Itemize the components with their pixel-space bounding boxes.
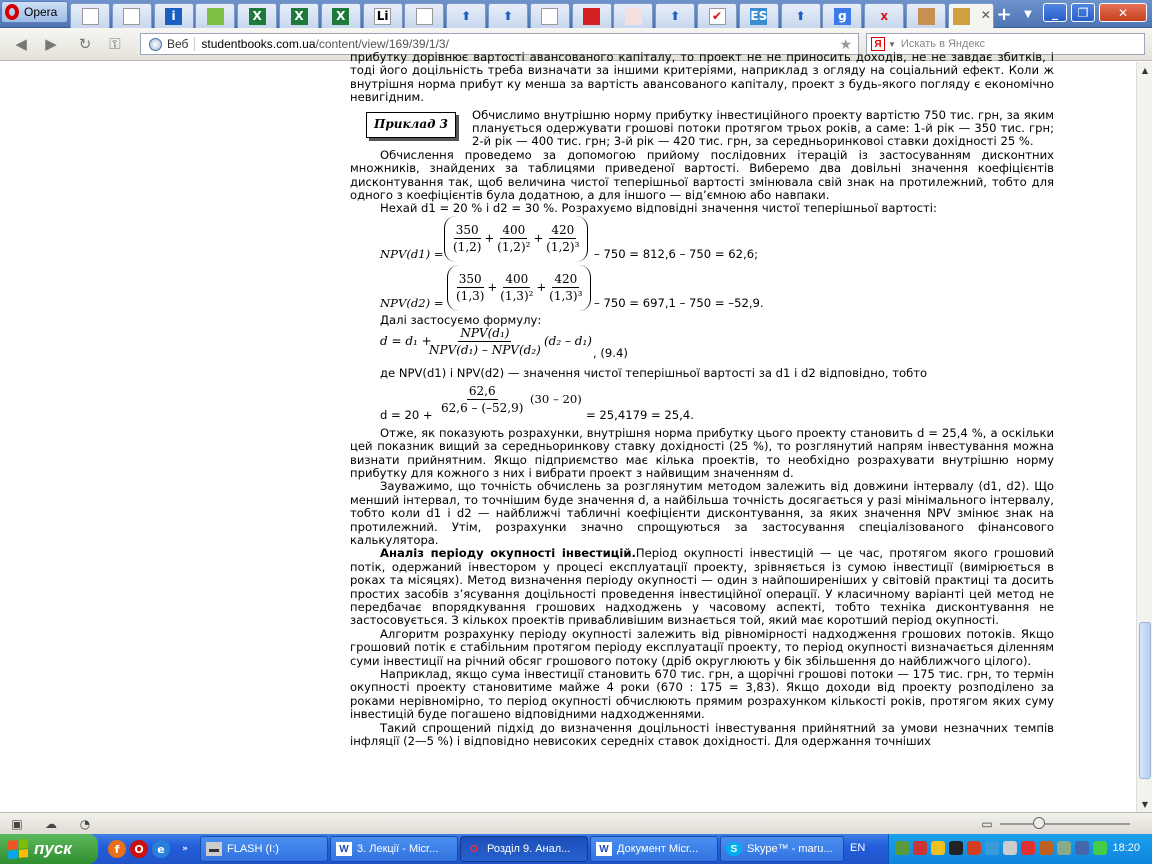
web-label: Веб [167, 37, 195, 51]
taskbar-item[interactable]: W Документ Micr... [590, 836, 718, 862]
vertical-scrollbar[interactable] [1136, 62, 1152, 812]
windows-logo-icon [8, 839, 28, 859]
browser-tab[interactable] [739, 3, 779, 28]
opera-icon[interactable]: O [130, 840, 148, 858]
tray-icon[interactable] [1039, 841, 1053, 855]
es-icon: ES [750, 9, 768, 23]
taskbar-item[interactable]: W 3. Лекції - Micr... [330, 836, 458, 862]
word-icon: W [596, 842, 612, 856]
browser-tab[interactable] [279, 3, 319, 28]
skype-icon: S [726, 842, 742, 856]
scroll-down-button[interactable]: ▼ [1141, 799, 1149, 809]
tray-icon[interactable] [1093, 841, 1107, 855]
browser-tab[interactable] [697, 3, 737, 28]
npv2-term-3: $\frac{420}{\text{(1,3)³}}$ [549, 272, 583, 304]
drive-icon: ▬ [206, 842, 222, 856]
browser-tab[interactable] [906, 3, 946, 28]
page-icon [123, 8, 140, 25]
browser-tab[interactable] [112, 3, 152, 28]
firefox-icon[interactable]: f [108, 840, 126, 858]
paragraph: Такий спрощений підхід до визначення доцільності інвестування прийнятний за умови незначних темпів інфляції (2—5 %) і відповідно невисоких середніх ставок дохідності. Для одержання точніших [350, 720, 1054, 749]
url-path: /content/view/169/39/1/3/ [315, 37, 449, 51]
paragraph: Обчислимо внутрішню норму прибутку інвестиційного проекту вартістю 750 тис. грн, за яким планується одержувати грошові потоки протягом трьох років, а саме: 1-й рік — 350 тис. грн; 2-й рік — 400 тис. грн; 3-й рік — 420 тис. грн, за середньоринковоі ставки дохідності 25 %. [472, 107, 1054, 149]
npv1-term-3: $\frac{420}{\text{(1,2)³}}$ [546, 223, 580, 255]
red-logo-icon [583, 8, 600, 25]
zoom-slider-knob[interactable] [1033, 817, 1045, 829]
browser-tab[interactable] [446, 3, 486, 28]
browser-tab[interactable] [822, 3, 862, 28]
scroll-up-button[interactable]: ▲ [1141, 65, 1149, 75]
cloud-icon[interactable]: ☁ [45, 817, 57, 831]
maximize-button[interactable]: ❐ [1071, 3, 1095, 22]
npv2-term-2: $\frac{400}{\text{(1,3)²}}$ [500, 272, 534, 304]
browser-tab[interactable] [655, 3, 695, 28]
tray-icon[interactable] [967, 841, 981, 855]
li-icon: Li [374, 8, 391, 25]
irr-equation-number: , (9.4) [593, 346, 628, 361]
opera-menu-button[interactable] [1, 1, 68, 23]
antivirus-icon[interactable] [913, 841, 927, 855]
calc-fraction: $\frac{62,6}{62,6 - (-52,9)}$ [441, 383, 524, 415]
red-check-icon: ✔ [709, 8, 726, 25]
browser-tab[interactable] [613, 3, 653, 28]
chevron-right-icon[interactable]: » [182, 844, 188, 854]
calc-result: = 25,4179 = 25,4. [586, 407, 694, 422]
npv1-lhs: NPV(d1) = [380, 246, 444, 261]
start-button[interactable] [0, 834, 98, 864]
arrow-up-icon: ⬆ [461, 9, 472, 23]
paragraph: Обчислення проведемо за допомогою прийому послідовних ітерацій із застосуванням дисконтних множників, знайдених за таблицями приведеної вартості. Виберемо два довільні значення коефіцієнтів дисконтування так, щоб величина чистої теперішньої вартості змінювала свій знак на протилежний, тобто для одного з коефіцієнтів була додатною, а для іншого — від’ємною або навпаки. [350, 147, 1054, 203]
calc-tail: (30 – 20) [530, 391, 582, 406]
paragraph: прибутку дорівнює вартості авансованого капіталу, то проект не не приносить доходів, не не завдає збитків, і тоді його доцільність треба визначати за іншими критеріями, наприклад з огляду на соціальний ефект. Коли ж внутрішня норма прибут ку менша за вартість авансованого капіталу, проект з будь-якого погляду є економічно невигідним. [350, 50, 1054, 105]
network-icon[interactable] [985, 841, 999, 855]
opera-icon: O [470, 843, 478, 855]
search-placeholder: Искать в Яндекс [900, 38, 985, 50]
tray-icon[interactable] [895, 841, 909, 855]
red-x-icon: x [880, 9, 889, 23]
tab-list-dropdown-button[interactable]: ▼ [1024, 8, 1032, 20]
tray-icon[interactable] [1021, 841, 1035, 855]
start-label: пуск [34, 839, 72, 858]
info-icon: i [165, 8, 182, 25]
window-close-button[interactable]: ✕ [1099, 3, 1147, 22]
system-tray [888, 834, 1152, 864]
books-icon [918, 8, 935, 25]
zoom-slider-track[interactable] [1000, 823, 1130, 825]
opera-logo-icon [5, 4, 19, 20]
paragraph: де NPV(d1) і NPV(d2) — значення чистої теперішньої вартості за d1 і d2 відповідно, тобто [380, 366, 928, 381]
npv2-rhs: – 750 = 697,1 – 750 = –52,9. [594, 295, 764, 310]
tray-icon[interactable] [1003, 841, 1017, 855]
forward-button[interactable]: ▶ [45, 35, 57, 53]
irr-lhs: d = d₁ + [380, 334, 432, 349]
taskbar-item[interactable]: ▬ FLASH (I:) [200, 836, 328, 862]
npv1-rhs: – 750 = 812,6 – 750 = 62,6; [594, 246, 758, 261]
example-block [350, 109, 1054, 149]
taskbar [0, 834, 1152, 864]
paragraph: Зауважимо, що точність обчислень за розглянутим методом залежить від довжини інтервалу (d1, d2). Що менший інтервал, то точнішим буде значення d, а найбільша точність досягається у разі мінімального інтервалу, тобто коли d1 і d2 — найближчі табличні коефіцієнти дисконтування, за яких значення NPV змінює знак на протилежний. Утім, розрахунки значно спрощуються за застосування спеціалізованого фінансового калькулятора. [350, 479, 1054, 547]
yandex-icon[interactable]: Я [871, 37, 885, 51]
chart-icon [625, 8, 642, 25]
language-indicator[interactable]: EN [850, 842, 866, 854]
browser-tab[interactable] [195, 3, 235, 28]
panel-toggle-icon[interactable]: ▣ [11, 817, 23, 831]
irr-formula [380, 327, 1054, 367]
tab-bar [0, 0, 1152, 28]
arrow-up-icon: ⬆ [795, 9, 806, 23]
paragraph: Наприклад, якщо сума інвестиції становить 670 тис. грн, а щорічні грошові потоки — 175 тис. грн, то термін окупності проекту становитиме майже 4 роки (670 : 175 = 3,83). Якщо доходи від проекту розподілено за роками нерівномірно, то період окупності обчислюють прямим розрахунком кількості років, протягом яких суму інвестицій буде погашено відповідними надходженнями. [350, 667, 1054, 722]
npv1-term-2: $\frac{400}{\text{(1,2)²}}$ [497, 223, 531, 255]
apple-icon [207, 8, 224, 25]
irr-calculation [380, 381, 1054, 427]
browser-tab[interactable] [363, 3, 403, 28]
paragraph: Нехай d1 = 20 % і d2 = 30 %. Розрахуємо відповідні значення чистої теперішньої вартості: [380, 201, 937, 216]
page-icon [82, 8, 99, 25]
arrow-up-icon: ⬆ [502, 9, 514, 23]
browser-tab[interactable] [404, 3, 444, 28]
tray-icon[interactable] [931, 841, 945, 855]
url-host: studentbooks.com.ua [201, 37, 316, 51]
tab-close-icon[interactable]: ✕ [980, 8, 991, 22]
studentbooks-icon [953, 8, 970, 25]
word-icon: W [336, 842, 352, 856]
back-button[interactable]: ◀ [15, 35, 27, 53]
article-content [350, 50, 1054, 812]
browser-tab[interactable] [154, 3, 194, 28]
npv2-formula [380, 265, 1054, 314]
scroll-thumb[interactable] [1139, 622, 1151, 779]
excel-icon: X [249, 8, 266, 25]
npv2-lhs: NPV(d2) = [380, 295, 444, 310]
taskbar-item[interactable]: O Розділ 9. Анал... [460, 836, 588, 862]
browser-tab[interactable] [321, 3, 361, 28]
minimize-button[interactable]: _ [1043, 3, 1067, 22]
taskbar-item[interactable]: S Skype™ - maru... [720, 836, 844, 862]
page-icon [541, 8, 558, 25]
tray-icon[interactable] [949, 841, 963, 855]
browser-tab[interactable] [530, 3, 570, 28]
chevron-down-icon[interactable]: ▼ [888, 39, 896, 49]
npv1-paren: $\frac{350}{(1,2)}$ + $\frac{400}{\text{(1,2)²}}$ + $\frac{420}{\text{(1,2)³}}$ [444, 216, 588, 262]
globe-icon [149, 38, 162, 51]
paragraph: Отже, як показують розрахунки, внутрішня норма прибутку цього проекту становить d = 25,4 %, а оскільки цей показник вищий за середньоринкову ставку дохідності (25 %), то розглянутий напрям інвестування можна визнати прийнятним. Якщо підприємство має кілька проектів, то необхідно розрахувати внутрішню норму прибутку для кожного з них і вибрати проект з найвищим значенням d. [350, 425, 1054, 480]
bookmark-star-icon[interactable]: ★ [839, 36, 852, 52]
browser-tab[interactable] [864, 3, 904, 28]
calc-lhs: d = 20 + [380, 407, 433, 422]
npv1-term-1: $\frac{350}{(1,2)}$ [453, 223, 482, 255]
reload-icon[interactable]: ↻ [78, 35, 92, 53]
browser-tab[interactable] [70, 3, 110, 28]
tray-icon[interactable] [1075, 841, 1089, 855]
internet-explorer-icon[interactable]: e [152, 840, 170, 858]
npv2-paren: $\frac{350}{(1,3)}$ + $\frac{400}{\text{(1,3)²}}$ + $\frac{420}{\text{(1,3)³}}$ [447, 265, 591, 311]
view-icon[interactable]: ▭ [981, 817, 993, 831]
opera-menu-label: Opera [24, 5, 58, 19]
page-icon [416, 8, 433, 25]
paragraph-text: Період окупності інвестицій — це час, протягом якого грошовий потік, одержаний інвестором у процесі експлуатації проекту, зрівняється із сумою інвестиції (вимірюється в роках та місяцях). Метод визначення періоду окупності — один з найпоширеніших у світовій практиці та досить простих засобів з’ясування доцільності проведення інвестиційної операції. У класичному варіанті цей метод не передбачає впорядкування грошових надходжень у часовому аспекті, тобто техніка дисконтування не застосовується. З кількох проектів привабливішим визнається той, який має коротший період окупності. [350, 546, 1054, 628]
paragraph: Алгоритм розрахунку періоду окупності залежить від рівномірності надходження грошових потоків. Якщо грошовий потік є стабільним протягом періоду експлуатації проекту, то період окупності визначається діленням суми інвестиції на річний обсяг грошового потоку (дріб округлюють у бік збільшення до найближчого цілого). [350, 626, 1054, 668]
status-bar [0, 812, 1152, 834]
irr-tail: (d₂ – d₁) [544, 334, 592, 349]
browser-tab[interactable] [237, 3, 277, 28]
paragraph: Далі застосуємо формулу: [380, 312, 542, 327]
browser-tab[interactable] [572, 3, 612, 28]
new-tab-button[interactable]: + [996, 3, 1012, 25]
page-viewport [0, 50, 1136, 812]
browser-tab[interactable] [781, 3, 821, 28]
arrow-up-icon: ⬆ [670, 9, 681, 23]
tray-icon[interactable] [1057, 841, 1071, 855]
excel-icon: X [291, 8, 308, 25]
clock: 18:20 [1112, 842, 1140, 854]
speed-dial-icon[interactable]: ◔ [79, 817, 91, 831]
browser-tab[interactable] [488, 3, 528, 28]
excel-icon: X [332, 8, 349, 25]
browser-tab[interactable] [948, 3, 994, 29]
paragraph [350, 547, 1054, 627]
key-icon[interactable]: ⚿ [109, 35, 121, 53]
npv1-formula [380, 216, 1054, 265]
section-heading: Аналіз періоду окупності інвестицій. [380, 546, 636, 561]
example-label: Приклад 3 [366, 112, 456, 138]
npv2-term-1: $\frac{350}{(1,3)}$ [456, 272, 485, 304]
google-icon: g [834, 8, 851, 25]
irr-fraction: NPV(d₁) NPV(d₁) – NPV(d₂) [429, 326, 541, 358]
